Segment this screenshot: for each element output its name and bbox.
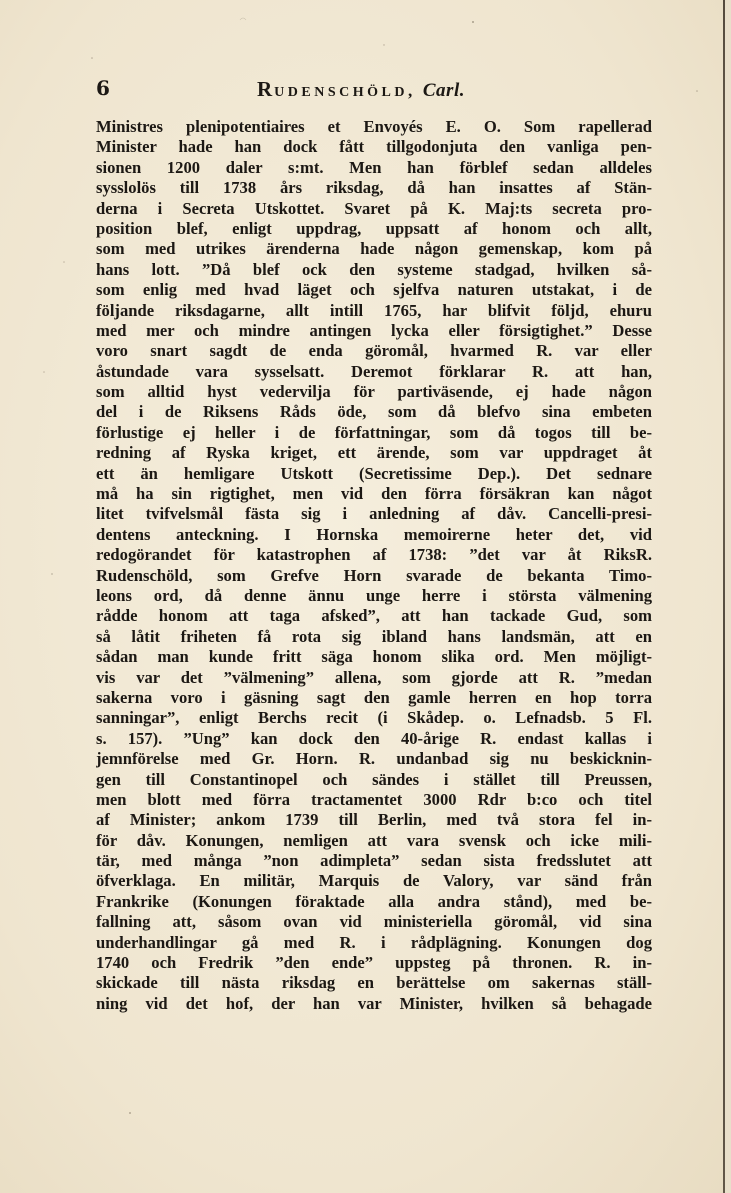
text-line: tär, med många ”non adimpleta” sedan sista fredsslutet att	[96, 851, 652, 871]
text-line: med mer och mindre antingen lycka eller försigtighet.” Desse	[96, 320, 652, 340]
running-head-initial: R	[257, 77, 275, 101]
page-header	[96, 76, 656, 102]
text-line: som alltid hyst vedervilja för partiväsende, ej hade någon	[96, 382, 652, 402]
text-line: voro snart sagdt de enda göromål, hvarmed R. var eller	[96, 341, 652, 361]
text-line: som med utrikes ärenderna hade någon gemenskap, kom på	[96, 239, 652, 259]
text-line: så låtit friheten få rota sig ibland hans landsmän, att en	[96, 626, 652, 646]
text-line: sanningar”, enligt Berchs recit (i Skådep. o. Lefnadsb. 5 Fl.	[96, 708, 652, 728]
running-head-given-name: Carl.	[422, 80, 465, 101]
text-line: åstundade vara sysselsatt. Deremot förklarar R. att han,	[96, 361, 652, 381]
text-line: af Minister; ankom 1739 till Berlin, med två stora fel in-	[96, 810, 652, 830]
text-line: leons ord, då denne ännu unge herre i största välmening	[96, 585, 652, 605]
text-line: redning af Ryska kriget, ett ärende, som var uppdraget åt	[96, 443, 652, 463]
text-line: Ministres plenipotentiaires et Envoyés E. O. Som rapellerad	[96, 117, 652, 136]
text-line: må ha sin rigtighet, men vid den förra försäkran kan något	[96, 484, 652, 504]
text-line: sionen 1200 daler s:mt. Men han förblef sedan alldeles	[96, 157, 652, 177]
text-line: dentens anteckning. I Hornska memoirerne heter det, vid	[96, 524, 652, 544]
text-line: för dåv. Konungen, nemligen att vara svensk och icke mili-	[96, 830, 652, 850]
text-line: redogörandet för katastrophen af 1738: ”det var åt RiksR.	[96, 545, 652, 565]
text-line: följande riksdagarne, allt intill 1765, har blifvit följd, ehuru	[96, 300, 652, 320]
text-line: skickade till nästa riksdag en berättelse om sakernas ställ-	[96, 973, 652, 993]
text-line: underhandlingar gå med R. i rådplägning. Konungen dog	[96, 932, 652, 952]
text-line: del i de Riksens Råds öde, som då blefvo sina embeten	[96, 402, 652, 422]
text-line: litet tvifvelsmål fästa sig i anledning af dåv. Cancelli-presi-	[96, 504, 652, 524]
text-line: 1740 och Fredrik ”den ende” uppsteg på thronen. R. in-	[96, 953, 652, 973]
text-line: hans lott. ”Då blef ock den systeme stadgad, hvilken så-	[96, 259, 652, 279]
text-line: öfverklaga. En militär, Marquis de Valory, var sänd från	[96, 871, 652, 891]
text-line: jemnförelse med Gr. Horn. R. undanbad sig nu beskicknin-	[96, 749, 652, 769]
running-head	[257, 78, 465, 104]
body-text	[96, 117, 652, 1014]
text-line: som enlig med hvad läget och sjelfva naturen utstakat, i de	[96, 280, 652, 300]
text-line: s. 157). ”Ung” kan dock den 40-årige R. endast kallas i	[96, 728, 652, 748]
text-line: vis var det ”välmening” allena, som gjorde att R. ”medan	[96, 667, 652, 687]
text-line: Rudenschöld, som Grefve Horn svarade de bekanta Timo-	[96, 565, 652, 585]
text-line: Minister hade han dock fått tillgodonjuta den vanliga pen-	[96, 137, 652, 157]
text-line: fallning att, såsom ovan vid ministeriella göromål, vid sina	[96, 912, 652, 932]
text-line: sådan man kunde fritt säga honom slika ord. Men möjligt-	[96, 647, 652, 667]
page-edge-shadow	[725, 0, 731, 1193]
text-line: sysslolös till 1738 års riksdag, då han insattes af Stän-	[96, 178, 652, 198]
running-head-separator: ,	[407, 81, 416, 100]
text-line: Frankrike (Konungen föraktade alla andra stånd), med be-	[96, 891, 652, 911]
text-line: ett än hemligare Utskott (Secretissime Dep.). Det sednare	[96, 463, 652, 483]
page-edge-line	[723, 0, 725, 1193]
text-line: men blott med förra tractamentet 3000 Rdr b:co och titel	[96, 789, 652, 809]
text-line: ning vid det hof, der han var Minister, hvilken så behagade	[96, 993, 652, 1013]
text-line: position blef, enligt uppdrag, uppsatt af honom och allt,	[96, 218, 652, 238]
text-line: förlustige ej heller i de författningar, som då togos till be-	[96, 422, 652, 442]
page-number: 6	[96, 76, 110, 100]
text-line: derna i Secreta Utskottet. Svaret på K. Maj:ts secreta pro-	[96, 198, 652, 218]
text-line: rådde honom att taga afsked”, att han tackade Gud, som	[96, 606, 652, 626]
text-line: sakerna voro i gäsning sagt den gamle herren en hop torra	[96, 687, 652, 707]
running-head-surname: UDENSCHÖLD	[274, 85, 408, 100]
text-line: gen till Constantinopel och sändes i stället till Preussen,	[96, 769, 652, 789]
